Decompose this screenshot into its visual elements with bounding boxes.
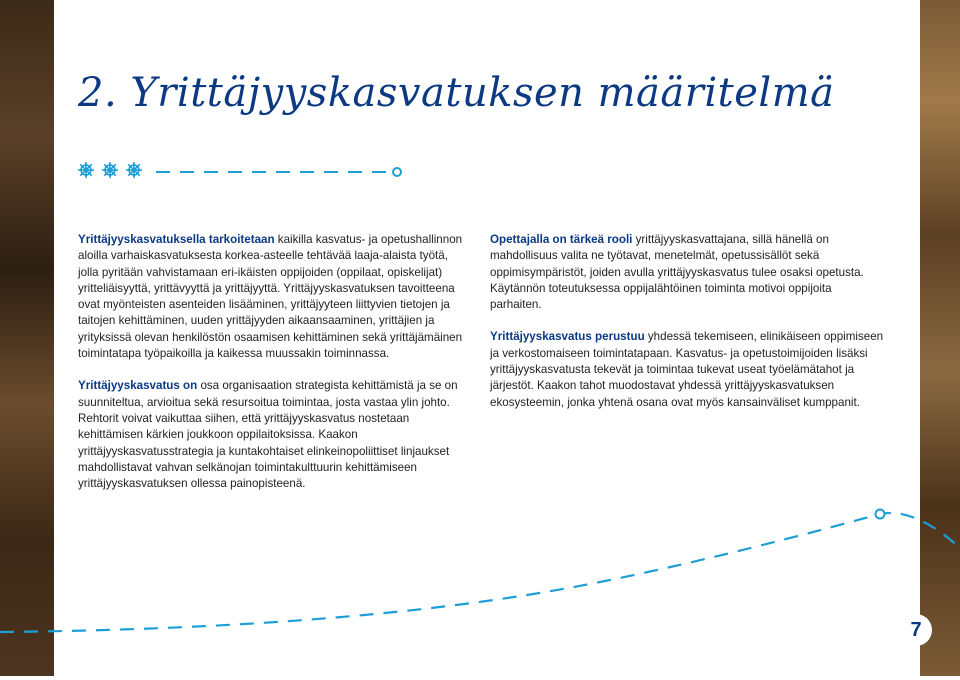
line-end-dot [393, 168, 401, 176]
right-column [490, 232, 885, 427]
right-p2-text: yhdessä tekemiseen, elinikäiseen oppimiseen ja verkostomaiseen toimintatapaan. Kasvatus- ja opetustoimijoiden lisäksi yrittäjyyskasvatusta tekevät ja toimintaa tukevat useat työelämätahot ja järjestöt. Kaakon tahot muodostavat yhdessä yrittäjyyskasvatuksen ekosysteemin, jonka yhtenä osana ovat myös kansainväliset kumppanit. [490, 330, 884, 409]
right-paragraph-1 [490, 232, 885, 313]
left-p1-lead: Yrittäjyyskasvatuksella tarkoitetaan [78, 233, 275, 246]
right-p1-text: yrittäjyyskasvattajana, sillä hänellä on mahdollisuus valita ne työtavat, menetelmät, opetussisällöt sekä oppimisympäristöt, joiden avulla yrittäjyyskasvatus tulee osaksi opetusta. Käytännön toteutuksessa oppijalähtöinen toiminta motivoi oppijoita parhaiten. [490, 233, 864, 312]
dashed-wave-line [0, 513, 960, 632]
page-number: 7 [900, 614, 932, 646]
wave-dot [876, 510, 885, 519]
page-title: 2. Yrittäjyyskasvatuksen määritelmä [78, 70, 835, 116]
right-p2-lead: Yrittäjyyskasvatus perustuu [490, 330, 645, 344]
right-p1-lead: Opettajalla on tärkeä rooli [490, 233, 633, 246]
right-paragraph-2 [490, 329, 885, 410]
left-p2-lead: Yrittäjyyskasvatus on [78, 379, 198, 393]
bottom-decoration [0, 500, 960, 680]
ship-wheel-icon [126, 162, 142, 178]
left-column [78, 232, 470, 508]
left-p1-text: kaikilla kasvatus- ja opetushallinnon aloilla varhaiskasvatuksesta korkea-asteelle tehtävää laaja-alaista työtä, jolla pyritään vahvistamaan eri-ikäisten oppijoiden (oppilaat, opiskelijat) yritteliäisyyttä, yrittävyyttä ja yrittäjyyttä. Yrittäjyyskasvatuksen tavoitteena ovat myönteisten asenteiden lisääminen, yrittäjyyteen liittyvien tietojen ja taitojen kehittäminen, uuden yrittäjyyden aikaansaaminen, yrittäjien ja yrityksissä olevan henkilöstön osaamisen kehittäminen sekä yrittäjämäinen toimintatapa työpaikoilla ja kaikessa muussakin toiminnassa. [78, 233, 463, 361]
left-paragraph-1 [78, 232, 470, 362]
left-p2-text: osa organisaation strategista kehittämistä ja se on suunniteltua, arvioitua sekä resursoitua toimintaa, josta vastaa ylin johto. Rehtorit voivat vaikuttaa siihen, että yrittäjyyskasvatus nostetaan kehittämisen kärkien joukkoon oppilaitoksissa. Kaakon yrittäjyyskasvatusstrategia ja kuntakohtaiset elinkeinopoliittiset linjaukset mahdollistavat vahvan selkänojan toimintakulttuurin kehittämiseen yrittäjyyskasvatuksen ollessa painopisteenä. [78, 379, 458, 491]
ship-wheel-icon [78, 162, 94, 178]
title-decoration [78, 160, 408, 188]
left-paragraph-2 [78, 378, 470, 492]
ship-wheel-icon [102, 162, 118, 178]
